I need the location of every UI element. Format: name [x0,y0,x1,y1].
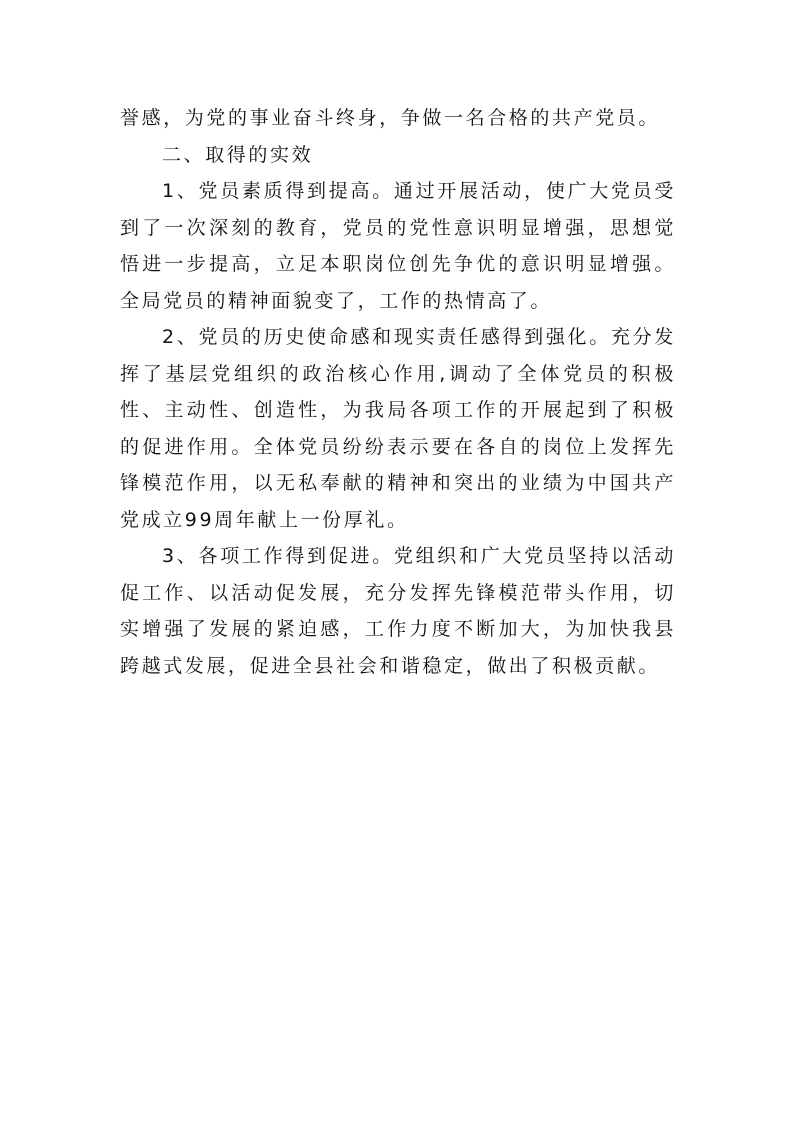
document-body [120,100,676,684]
paragraph-item-3: 3、各项工作得到促进。党组织和广大党员坚持以活动促工作、以活动促发展，充分发挥先锋模范带头作用，切实增强了发展的紧迫感，工作力度不断加大，为加快我县跨越式发展，促进全县社会和谐稳定，做出了积极贡献。 [120,545,676,677]
section-heading: 二、取得的实效 [162,143,314,166]
paragraph-item-2: 2、党员的历史使命感和现实责任感得到强化。充分发挥了基层党组织的政治核心作用,调动了全体党员的积极性、主动性、创造性，为我局各项工作的开展起到了积极的促进作用。全体党员纷纷表示要在各自的岗位上发挥先锋模范作用，以无私奉献的精神和突出的业绩为中国共产党成立99周年献上一份厚礼。 [120,326,676,531]
paragraph-continuation: 誉感，为党的事业奋斗终身，争做一名合格的共产党员。 [120,107,661,129]
paragraph-item-1: 1、党员素质得到提高。通过开展活动，使广大党员受到了一次深刻的教育，党员的党性意识明显增强，思想觉悟进一步提高，立足本职岗位创先争优的意识明显增强。全局党员的精神面貌变了，工作的热情高了。 [120,180,676,312]
